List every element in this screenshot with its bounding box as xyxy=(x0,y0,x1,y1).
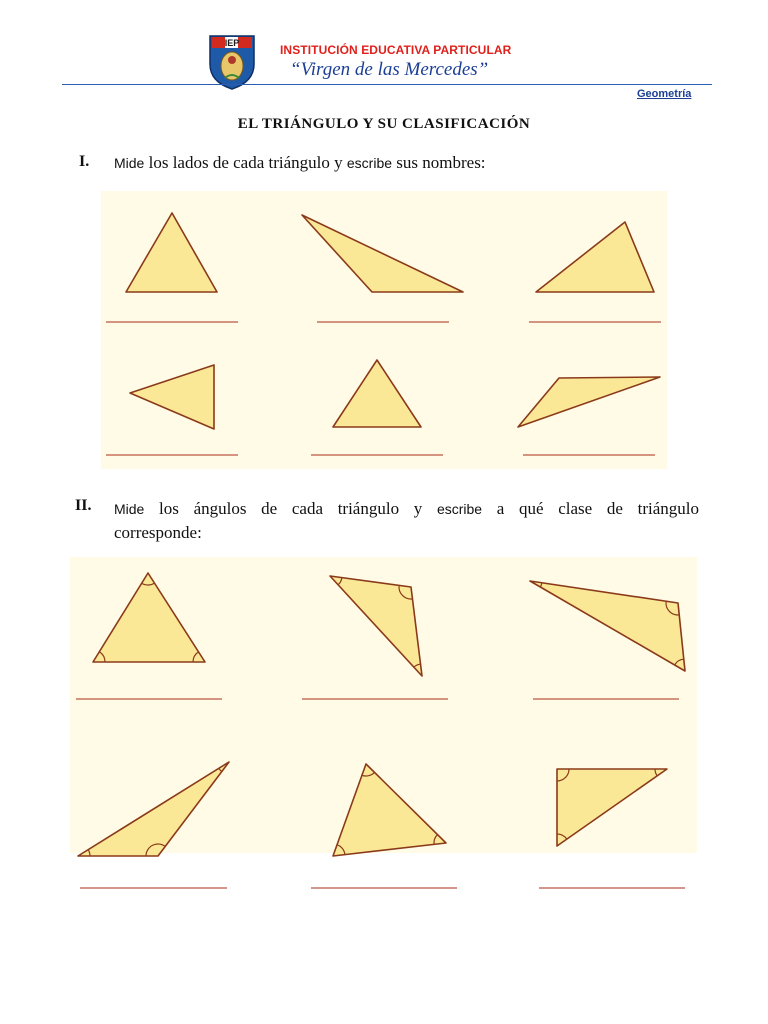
triangle-sides-4 xyxy=(130,365,214,429)
logo-letters: IEP xyxy=(224,38,240,48)
triangle-sides-1 xyxy=(126,213,217,292)
triangle-sides-3 xyxy=(536,222,654,292)
instruction-text: a qué clase de triángulo xyxy=(482,499,699,518)
subject-label: Geometría xyxy=(637,88,692,100)
keyword-mide: Mide xyxy=(114,155,145,171)
instruction-text: los lados de cada triángulo y xyxy=(144,153,347,172)
instruction-text: sus nombres: xyxy=(392,153,486,172)
section-2-number: II. xyxy=(75,497,92,514)
section-1-number: I. xyxy=(79,153,90,170)
instruction-text: los ángulos de cada triángulo y xyxy=(144,499,437,518)
triangle-angles-2 xyxy=(330,576,422,676)
keyword-mide: Mide xyxy=(114,501,145,517)
triangle-angles-1 xyxy=(93,573,205,662)
instruction-text: corresponde: xyxy=(114,523,202,542)
triangle-sides-6 xyxy=(518,377,660,427)
institution-name: INSTITUCIÓN EDUCATIVA PARTICULAR xyxy=(280,43,512,57)
triangle-sides-5 xyxy=(333,360,421,427)
worksheet-title: EL TRIÁNGULO Y SU CLASIFICACIÓN xyxy=(237,116,531,132)
keyword-escribe: escribe xyxy=(436,501,483,517)
triangle-angles-5 xyxy=(333,764,446,856)
keyword-escribe: escribe xyxy=(346,155,393,171)
triangle-angles-6 xyxy=(557,769,667,846)
triangle-angles-4 xyxy=(78,762,229,856)
triangle-sides-2 xyxy=(302,215,463,292)
institution-motto: “Virgen de las Mercedes” xyxy=(290,59,489,80)
triangle-angles-3 xyxy=(530,581,685,671)
